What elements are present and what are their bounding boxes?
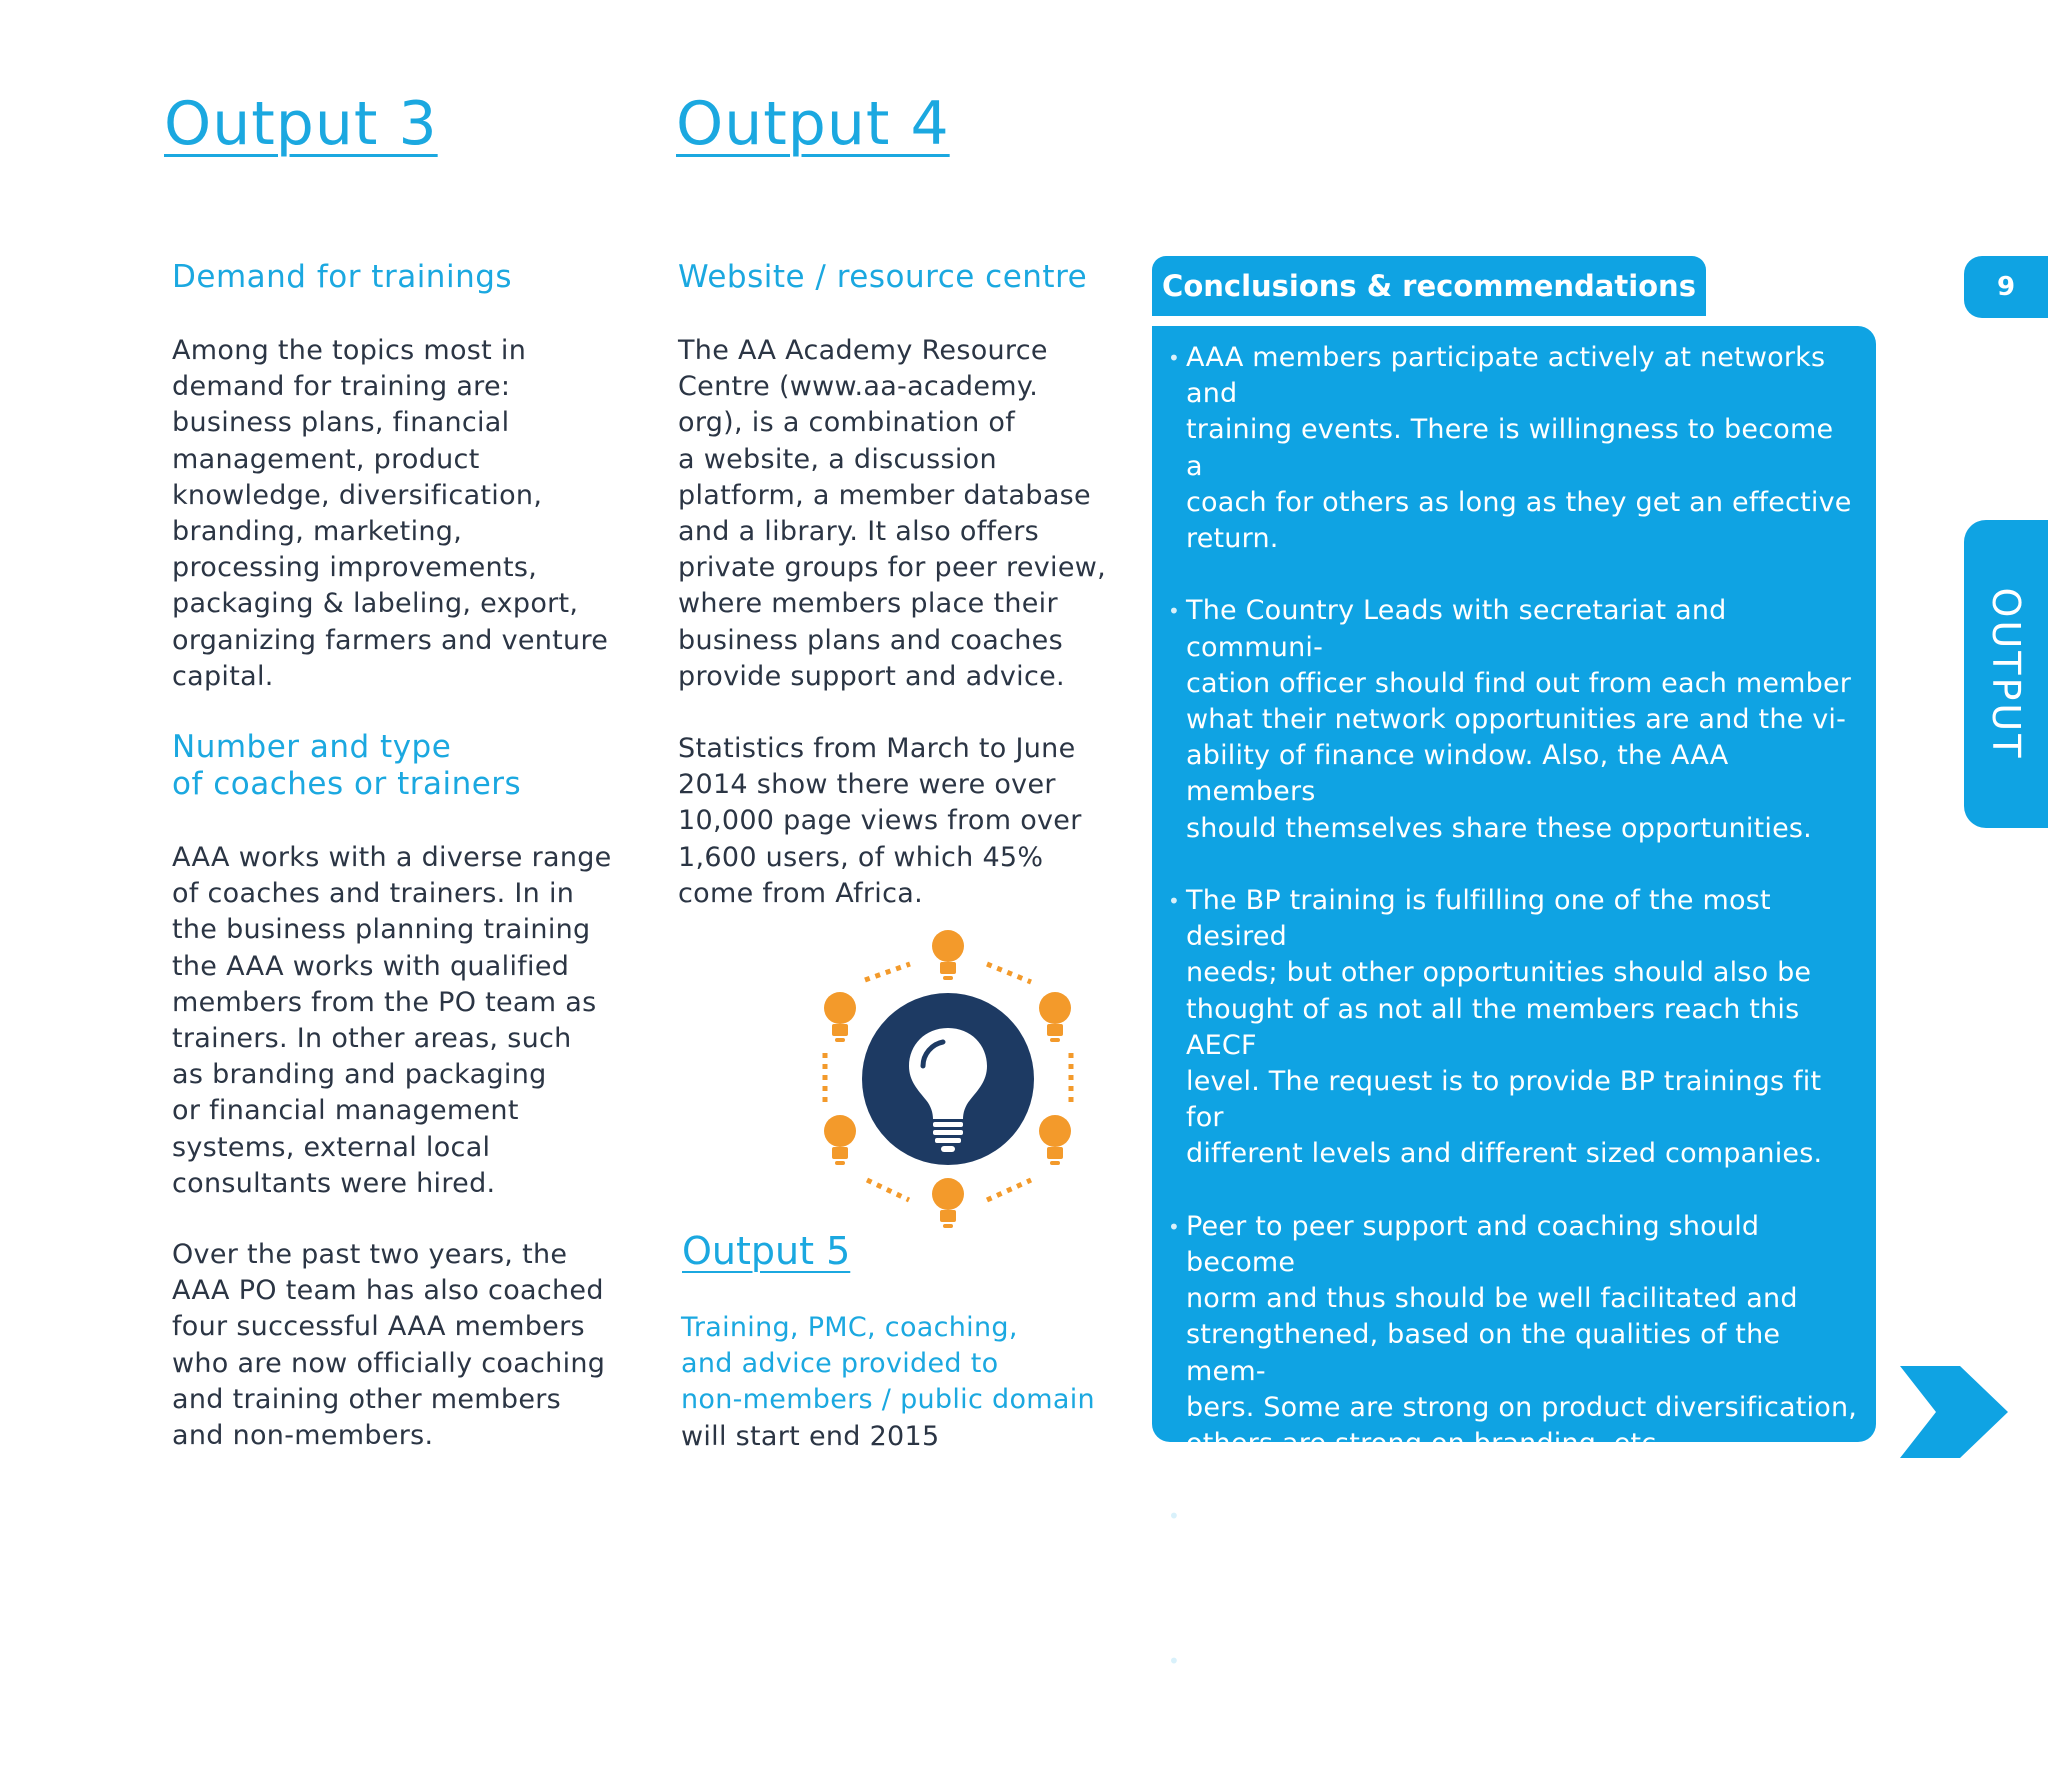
website-heading: Website / resource centre	[678, 259, 1088, 295]
bullet-icon: •	[1168, 346, 1180, 370]
output-5-title: Output 5	[682, 1229, 851, 1273]
bullet-icon: •	[1168, 599, 1180, 624]
list-item: • AAA members participate actively at networks and training events. There is willingness to become a coach for others as long as they get an effective return.	[1168, 342, 1852, 555]
output-3-title: Output 3	[164, 89, 438, 159]
next-arrow-icon[interactable]	[1898, 1362, 2020, 1462]
bullet-icon: •	[1168, 1649, 1180, 1674]
page-number: 9	[1964, 256, 2048, 318]
bullet-icon: •	[1168, 889, 1180, 914]
output-4-title: Output 4	[676, 89, 950, 159]
bullet-icon: •	[1168, 1214, 1180, 1239]
list-item: • The BP training is fulfilling one of the most desired needs; but other opportunities should also be thought of as not all the members reach this AECF level. The request is to provide BP trainings fit for different levels and different sized companies.	[1168, 885, 1823, 1170]
website-paragraph: The AA Academy Resource Centre (www.aa-academy. org), is a combination of a website, a discussion platform, a member database and a library. It also offers private groups for peer review, where members place their business plans and coaches provide support and advice.	[678, 335, 1107, 692]
output5-paragraph: Training, PMC, coaching, and advice provided to non-members / public domain will start end 2015	[681, 1312, 1095, 1452]
list-item: • Peer to peer support and coaching should become norm and thus should be well facilitated and strengthened, based on the qualities of the mem- bers. Some are strong on product diversification, others are strong on branding, etc.	[1168, 1210, 1858, 1460]
coaches-heading: Number and type of coaches or trainers	[172, 729, 522, 802]
list-item: • The CoP members would like much more interac- tion, stimulated by CLs and CoP leaders.	[1168, 1645, 1747, 1749]
list-item: • The Country Leads with secretariat and communi- cation officer should find out from each member what their network opportunities are and the vi- ability of finance window. Also, the AAA members should themselves share these opportunities.	[1168, 595, 1852, 844]
past-years-paragraph: Over the past two years, the AAA PO team has also coached four successful AAA members who are now officially coaching and training other members and non-members.	[172, 1239, 606, 1452]
section-tab[interactable]	[1964, 520, 2048, 828]
statistics-paragraph: Statistics from March to June 2014 show there were over 10,000 page views from over 1,600 users, of which 45% come from Africa.	[678, 733, 1082, 909]
list-item: • The resource portal is not yet well used. More interactive tools will be tailored to the members. An AAA face book group will start soon.	[1168, 1500, 1856, 1604]
coaches-paragraph: AAA works with a diverse range of coaches and trainers. In in the business planning training the AAA works with qualified members from the PO team as trainers. In other areas, such as branding and packaging or financial management systems, external local consultants were hired.	[172, 842, 612, 1199]
demand-paragraph: Among the topics most in demand for training are: business plans, financial management, product knowledge, diversification, branding, marketing, processing improvements, packaging & labeling, export, organizing farmers and venture capital.	[172, 335, 609, 692]
conclusions-list	[1158, 340, 1858, 1788]
demand-heading: Demand for trainings	[172, 259, 513, 295]
bullet-icon: •	[1168, 1504, 1180, 1529]
conclusions-heading: Conclusions & recommendations	[1152, 256, 1706, 316]
lightbulb-network-icon	[805, 918, 1085, 1238]
section-label: OUTPUT	[1984, 587, 2028, 761]
